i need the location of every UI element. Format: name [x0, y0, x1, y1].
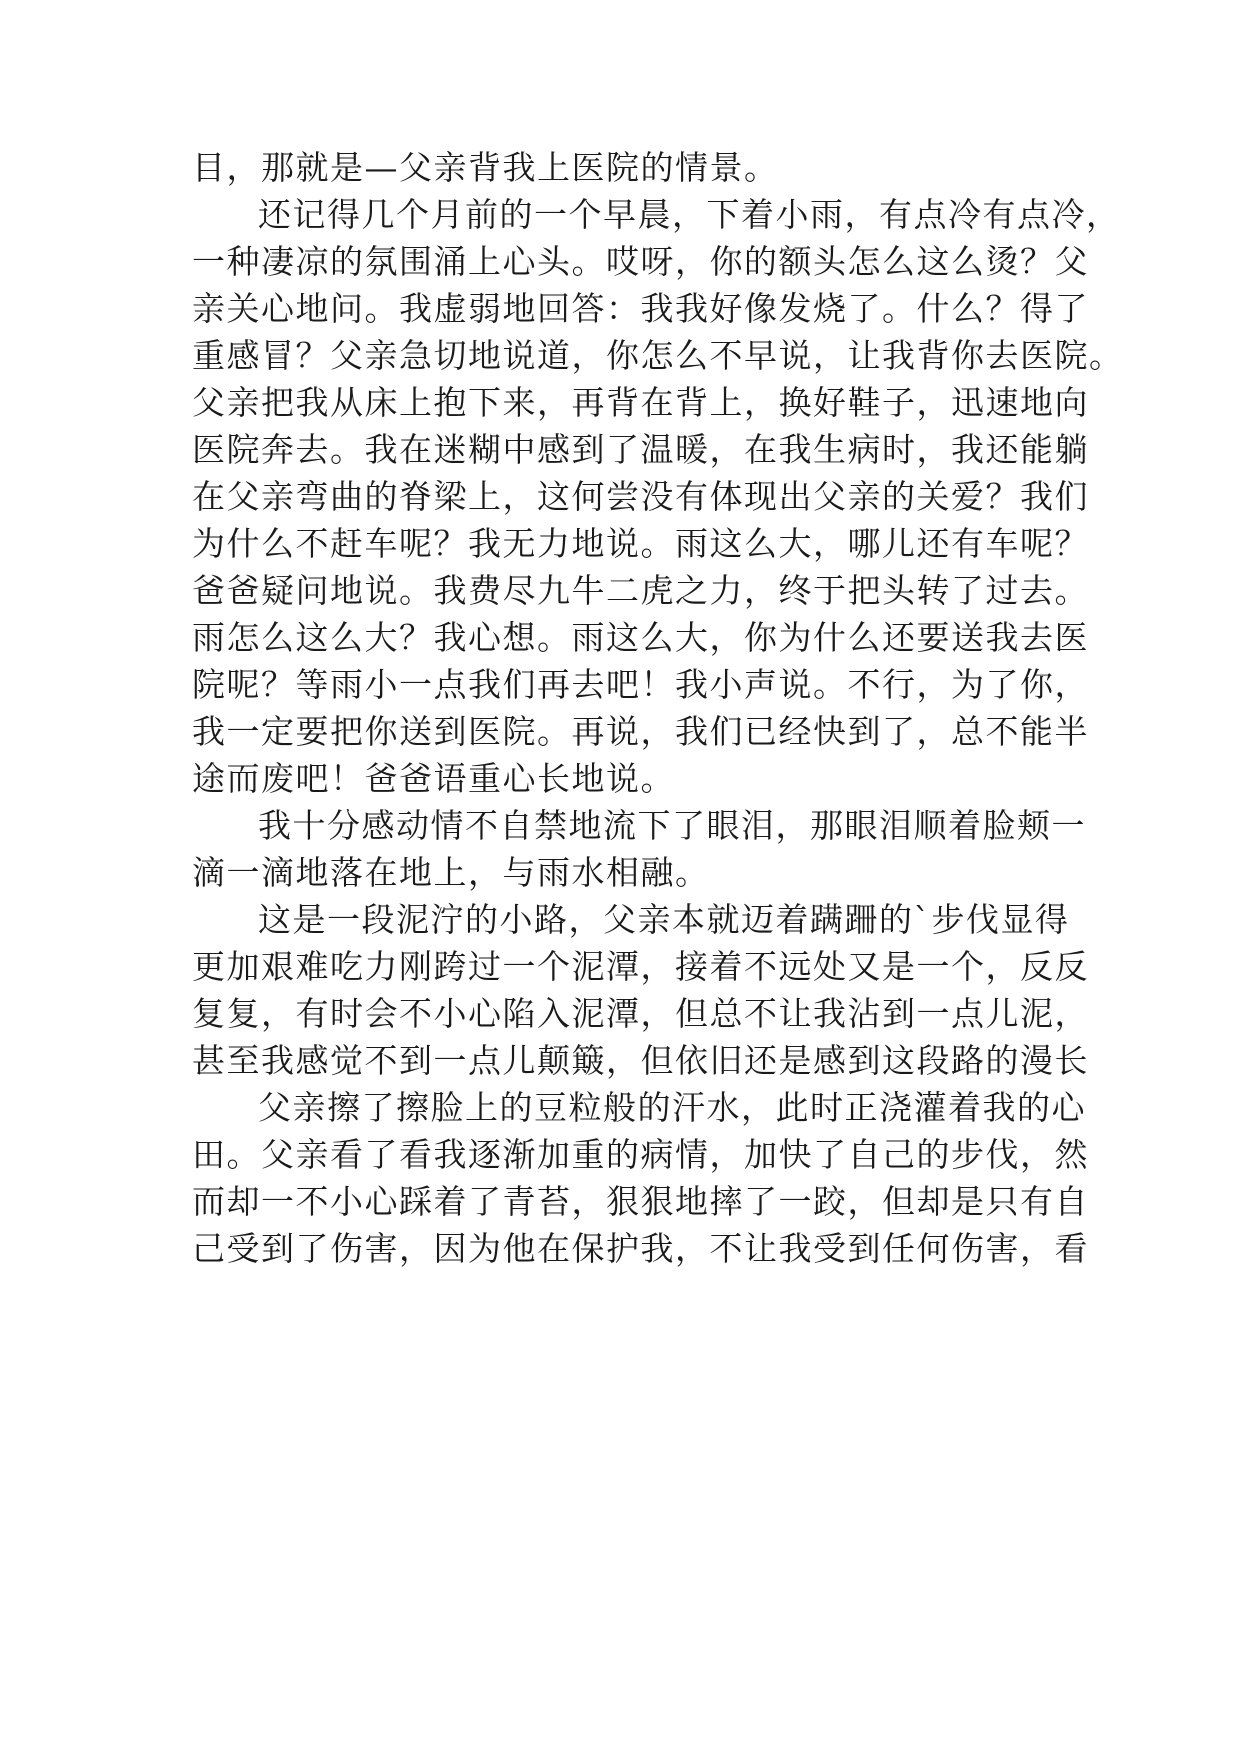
- text-line-20: 甚至我感觉不到一点儿颠簸，但依旧还是感到这段路的漫长: [192, 1041, 1089, 1080]
- text-line-5: 重感冒？父亲急切地说道，你怎么不早说，让我背你去医院。: [192, 336, 1124, 375]
- text-line-12: 院呢？等雨小一点我们再去吧！我小声说。不行，为了你，: [192, 665, 1089, 704]
- text-line-24: 己受到了伤害，因为他在保护我，不让我受到任何伤害，看: [192, 1229, 1089, 1268]
- text-line-6: 父亲把我从床上抱下来，再背在背上，换好鞋子，迅速地向: [192, 383, 1089, 422]
- text-line-7: 医院奔去。我在迷糊中感到了温暖，在我生病时，我还能躺: [192, 430, 1089, 469]
- text-line-1: 目，那就是—父亲背我上医院的情景。: [192, 148, 779, 187]
- text-line-13: 我一定要把你送到医院。再说，我们已经快到了，总不能半: [192, 712, 1089, 751]
- text-line-10: 爸爸疑问地说。我费尽九牛二虎之力，终于把头转了过去。: [192, 571, 1089, 610]
- text-line-18: 更加艰难吃力刚跨过一个泥潭，接着不远处又是一个，反反: [192, 947, 1089, 986]
- text-line-2: 还记得几个月前的一个早晨，下着小雨，有点冷有点冷，: [258, 195, 1121, 234]
- text-line-4: 亲关心地问。我虚弱地回答：我我好像发烧了。什么？得了: [192, 289, 1089, 328]
- text-line-11: 雨怎么这么大？我心想。雨这么大，你为什么还要送我去医: [192, 618, 1089, 657]
- text-line-16: 滴一滴地落在地上，与雨水相融。: [192, 853, 710, 892]
- text-line-17: 这是一段泥泞的小路，父亲本就迈着蹒跚的`步伐显得: [258, 900, 1070, 939]
- text-line-3: 一种凄凉的氛围涌上心头。哎呀，你的额头怎么这么烫？父: [192, 242, 1089, 281]
- text-line-19: 复复，有时会不小心陷入泥潭，但总不让我沾到一点儿泥，: [192, 994, 1089, 1033]
- text-line-9: 为什么不赶车呢？我无力地说。雨这么大，哪儿还有车呢？: [192, 524, 1089, 563]
- text-line-15: 我十分感动情不自禁地流下了眼泪，那眼泪顺着脸颊一: [258, 806, 1086, 845]
- text-line-22: 田。父亲看了看我逐渐加重的病情，加快了自己的步伐，然: [192, 1135, 1089, 1174]
- text-line-8: 在父亲弯曲的脊梁上，这何尝没有体现出父亲的关爱？我们: [192, 477, 1089, 516]
- text-line-21: 父亲擦了擦脸上的豆粒般的汗水，此时正浇灌着我的心: [258, 1088, 1086, 1127]
- text-line-23: 而却一不小心踩着了青苔，狠狠地摔了一跤，但却是只有自: [192, 1182, 1089, 1221]
- text-line-14: 途而废吧！爸爸语重心长地说。: [192, 759, 675, 798]
